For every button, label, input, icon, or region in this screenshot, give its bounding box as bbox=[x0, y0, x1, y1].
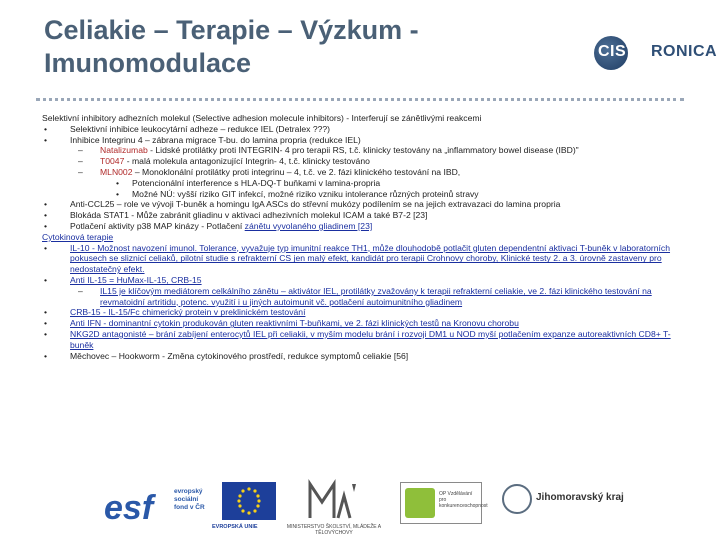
bullet-marker: • bbox=[116, 188, 120, 199]
bullet-marker: – bbox=[78, 145, 83, 156]
content-line bbox=[42, 351, 680, 362]
content-text: Inhibice Integrinu 4 – zábrana migrace T-bu. do lamina propria (redukce IEL) bbox=[70, 134, 361, 145]
content-line bbox=[42, 156, 680, 167]
bullet-marker: • bbox=[44, 318, 48, 329]
esf-caption-line: evropský bbox=[174, 488, 203, 495]
content-line bbox=[42, 232, 680, 243]
bullet-marker: • bbox=[44, 328, 48, 339]
content-line bbox=[42, 221, 680, 232]
content-link[interactable]: IL-10 - Možnost navození imunol. Tolerance, vyvažuje typ imunitní reakce TH1, může dlouhodobě potlačit gluten dependentní aktivaci T-buněk v laboratorních pokusech se sliznicí celiaků, pilotní studie s refrakterní CS jen malý efekt, kandidát pro terapii Crohnovy choroby, Klinické testy 2. a 3. úrovně zastaveny pro nedostatečný efekt. bbox=[70, 242, 671, 275]
content-line bbox=[42, 189, 680, 200]
content-text: – Monoklonální protilátky proti integrinu – 4, t.č. ve 2. fázi klinického testování na IBD, bbox=[132, 166, 461, 177]
content-line bbox=[42, 135, 680, 146]
op-vk-caption-line: pro konkurenceschopnost bbox=[439, 497, 488, 509]
content-line bbox=[42, 329, 680, 351]
jihomoravsky-kraj-label: Jihomoravský kraj bbox=[536, 492, 624, 503]
bullet-marker: • bbox=[44, 199, 48, 210]
slide-content bbox=[42, 113, 680, 361]
content-text: Potencionální interference s HLA-DQ-T buňkami v lamina-propria bbox=[132, 177, 381, 188]
content-link[interactable]: IL15 je klíčovým mediátorem celkálního zánětu – aktivátor IEL, protilátky zvažovány k terapii refrakterní celiakie, ve 2. fázi klinického testování na revmatoidní artritidu, potenc. využití i u jiných autoimunit vč. potlačení autoimunitního gliadinem bbox=[100, 285, 652, 307]
content-line bbox=[42, 275, 680, 286]
content-link[interactable]: Anti IL-15 = HuMax-IL-15, CRB-15 bbox=[70, 274, 202, 285]
cistronica-logo bbox=[592, 36, 718, 70]
footer-logos bbox=[0, 470, 720, 540]
esf-caption bbox=[174, 488, 205, 513]
content-line bbox=[42, 167, 680, 178]
logo-text-part1: CIST bbox=[598, 43, 637, 60]
bullet-marker: • bbox=[44, 307, 48, 318]
content-link[interactable]: NKG2D antagonisté – brání zabíjení enterocytů IEL při celiakii, v myším modelu brání i rozvoji DM1 u NOD myší potlačením expanze autoreaktivních CD8+ T-buněk bbox=[70, 328, 671, 350]
content-line bbox=[42, 178, 680, 189]
content-line bbox=[42, 145, 680, 156]
content-line bbox=[42, 318, 680, 329]
bullet-marker: • bbox=[44, 210, 48, 221]
logo-text-part2: RONICA bbox=[651, 43, 718, 60]
op-vk-icon bbox=[405, 488, 435, 518]
bullet-marker: – bbox=[78, 285, 83, 296]
content-line bbox=[42, 210, 680, 221]
bullet-marker: • bbox=[44, 274, 48, 285]
jihomoravsky-kraj-icon bbox=[502, 484, 532, 514]
esf-caption-line: fond v ČR bbox=[174, 504, 205, 512]
bullet-marker: • bbox=[44, 220, 48, 231]
drug-name: MLN002 bbox=[100, 166, 133, 177]
content-line bbox=[42, 243, 680, 275]
drug-name: Natalizumab bbox=[100, 145, 148, 156]
esf-caption-line: sociální bbox=[174, 496, 199, 504]
content-line bbox=[42, 124, 680, 135]
content-text: - malá molekula antagonizující Integrin- 4, t.č. klinicky testováno bbox=[124, 156, 370, 167]
content-link[interactable]: Anti IFN - dominantní cytokin produkován gluten reaktivními T-buňkami, ve 2. fázi klinických testů na Kronovu chorobu bbox=[70, 318, 519, 329]
content-line bbox=[42, 286, 680, 308]
op-vk-caption-line: OP Vzdělávání bbox=[439, 491, 473, 497]
drug-name: T0047 bbox=[100, 156, 125, 167]
bullet-marker: • bbox=[44, 350, 48, 361]
content-text: Měchovec – Hookworm - Změna cytokinového prostředí, redukce symptomů celiakie [56] bbox=[70, 350, 409, 361]
content-text: Blokáda STAT1 - Může zabránit gliadinu v aktivaci adhezivních molekul ICAM a také B7-2 [23] bbox=[70, 210, 428, 221]
content-line bbox=[42, 307, 680, 318]
dotted-divider bbox=[36, 98, 684, 101]
content-text: Anti-CCL25 – role ve vývoji T-buněk a homingu IgA ASCs do střevní mukózy podílením se na jejich extravazaci do lamina propria bbox=[70, 199, 561, 210]
content-link[interactable]: Cytokinová terapie bbox=[42, 231, 114, 242]
slide-title: Celiakie – Terapie – Výzkum - Imunomodulace bbox=[44, 15, 419, 78]
bullet-marker: – bbox=[78, 156, 83, 167]
esf-logo bbox=[104, 490, 172, 526]
bullet-marker: • bbox=[44, 134, 48, 145]
content-line bbox=[42, 199, 680, 210]
content-link[interactable]: CRB-15 - IL-15/Fc chimerický protein v preklinickém testování bbox=[70, 307, 306, 318]
content-line bbox=[42, 113, 680, 124]
content-link[interactable]: zánětu vyvolaného gliadinem [23] bbox=[244, 220, 373, 231]
msmt-label: MINISTERSTVO ŠKOLSTVÍ, MLÁDEŽE A TĚLOVÝCHOVY bbox=[286, 524, 382, 536]
content-text: Potlačení aktivity p38 MAP kinázy - Potlačení bbox=[70, 220, 245, 231]
content-text: Selektivní inhibitory adhezních molekul (Selective adhesion molecule inhibitors) - Interferují se zánětlivými reakcemi bbox=[42, 113, 482, 123]
content-text: - Lidské protilátky proti INTEGRIN- 4 pro terapii RS, t.č. klinicky testovány na „inflammatory bowel disease (IBD)" bbox=[147, 145, 579, 156]
bullet-marker: – bbox=[78, 166, 83, 177]
op-vk-logo bbox=[400, 482, 488, 524]
op-vk-caption bbox=[439, 491, 488, 509]
bullet-marker: • bbox=[116, 177, 120, 188]
eu-label: EVROPSKÁ UNIE bbox=[212, 524, 258, 530]
content-text: Možné NÚ: vyšší riziko GIT infekcí, možné riziko vzniku intolerance různých proteinů stravy bbox=[132, 188, 479, 199]
msmt-logo-icon bbox=[306, 478, 360, 522]
content-text: Selektivní inhibice leukocytární adheze – redukce IEL (Detralex ???) bbox=[70, 123, 331, 134]
eu-flag-icon bbox=[222, 482, 276, 520]
bullet-marker: • bbox=[44, 242, 48, 253]
esf-logo-text: esf bbox=[104, 489, 154, 527]
bullet-marker: • bbox=[44, 123, 48, 134]
